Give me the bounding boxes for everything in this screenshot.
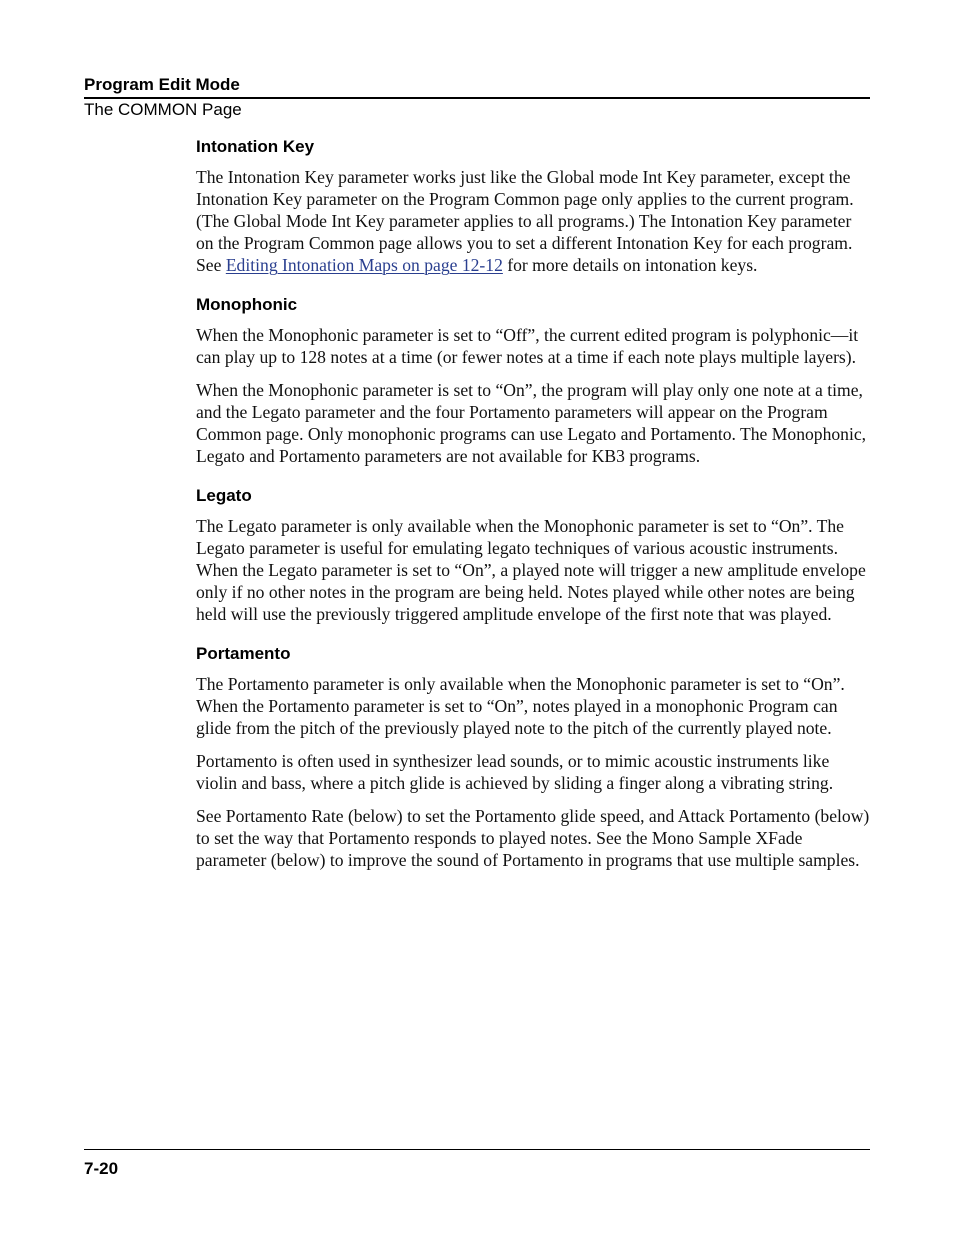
- section-heading: Monophonic: [196, 295, 298, 314]
- section-heading: Portamento: [196, 644, 291, 663]
- page-content: [196, 136, 872, 882]
- paragraph: When the Monophonic parameter is set to “On”, the program will play only one note at a time, and the Legato parameter and the four Portamento parameters will appear on the Program Common page. Only monophonic programs can use Legato and Portamento. The Monophonic, Legato and Portamento parameters are not available for KB3 programs.: [196, 380, 867, 466]
- page-number: 7-20: [84, 1159, 119, 1178]
- section-portamento: [196, 643, 872, 871]
- paragraph-text: for more details on intonation keys.: [502, 255, 758, 275]
- paragraph: Portamento is often used in synthesizer lead sounds, or to mimic acoustic instruments like violin and bass, where a pitch glide is achieved by sliding a finger along a vibrating string.: [196, 751, 834, 793]
- paragraph-text: The Intonation Key parameter works just like the Global mode Int Key parameter, except the Intonation Key parameter on the Program Common page only applies to the current program. (The Global Mode Int Key parameter applies to all programs.) The Intonation Key parameter on the Program Common page allows you to set a different Intonation Key for each program. See: [196, 167, 854, 275]
- section-monophonic: [196, 294, 872, 467]
- paragraph: See Portamento Rate (below) to set the Portamento glide speed, and Attack Portamento (below) to set the way that Portamento responds to played notes. See the Mono Sample XFade parameter (below) to improve the sound of Portamento in programs that use multiple samples.: [196, 806, 870, 870]
- section-intonation-key: [196, 136, 872, 276]
- running-header-title: Program Edit Mode: [84, 75, 240, 94]
- cross-reference-link[interactable]: Editing Intonation Maps on page 12-12: [225, 255, 503, 275]
- section-heading: Legato: [196, 486, 252, 505]
- header-rule: [84, 97, 870, 99]
- paragraph: [196, 166, 872, 276]
- section-heading: Intonation Key: [196, 137, 315, 156]
- paragraph: The Portamento parameter is only available when the Monophonic parameter is set to “On”. When the Portamento parameter is set to “On”, notes played in a monophonic Program can glide from the pitch of the previously played note to the pitch of the currently played note.: [196, 674, 845, 738]
- section-legato: [196, 485, 872, 625]
- footer-rule: [84, 1149, 870, 1150]
- running-header-subtitle: The COMMON Page: [84, 100, 242, 119]
- paragraph: The Legato parameter is only available when the Monophonic parameter is set to “On”. The Legato parameter is useful for emulating legato techniques of various acoustic instruments. When the Legato parameter is set to “On”, a played note will trigger a new amplitude envelope only if no other notes in the program are being held. Notes played while other notes are being held will use the previously triggered amplitude envelope of the first note that was played.: [196, 516, 866, 624]
- paragraph: When the Monophonic parameter is set to “Off”, the current edited program is polyphonic—it can play up to 128 notes at a time (or fewer notes at a time if each note plays multiple layers).: [196, 325, 859, 367]
